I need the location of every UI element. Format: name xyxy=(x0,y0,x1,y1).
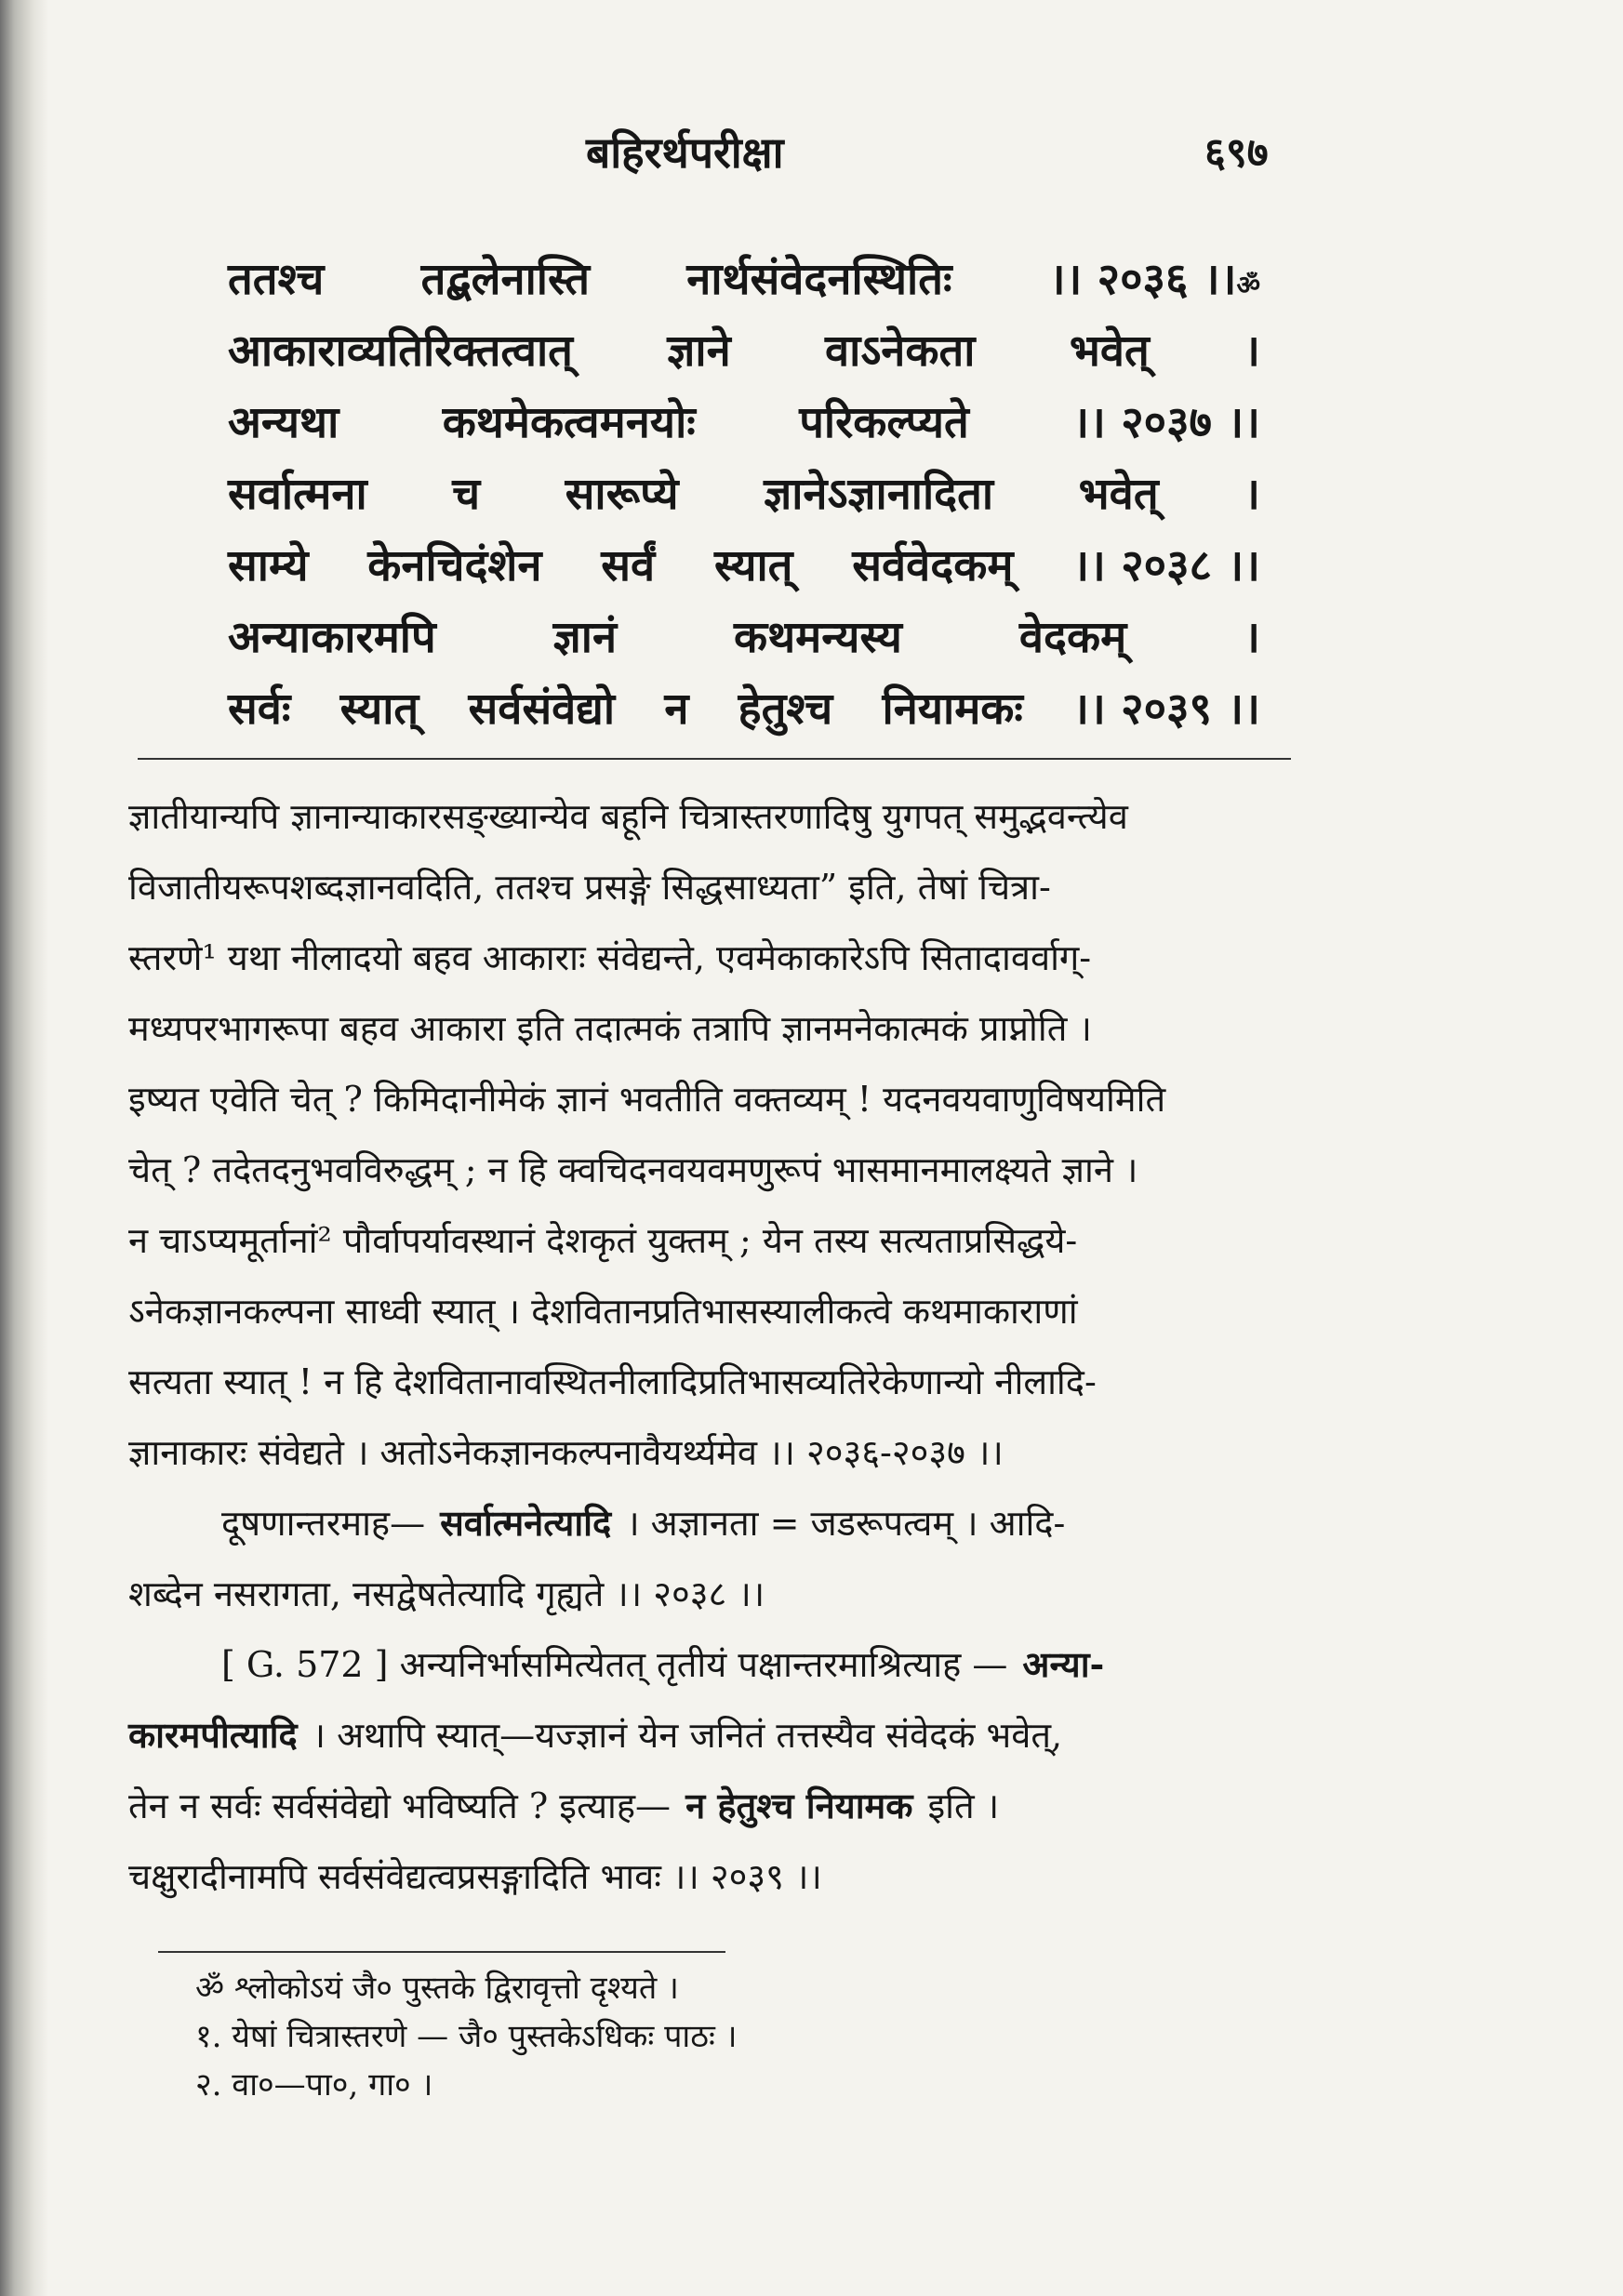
verse-word: साम्ये xyxy=(228,540,309,591)
commentary-line: सत्यता स्यात् ! न हि देशवितानावस्थितनीलादिप्रतिभासव्यतिरेकेणान्यो नीलादि- xyxy=(128,1361,1097,1402)
verse-word: हेतुश्च xyxy=(738,683,833,735)
commentary-line: कारमपीत्यादि । अथापि स्यात्—यज्ज्ञानं येन जनितं तत्तस्यैव संवेदकं भवेत्, xyxy=(128,1700,1286,1771)
verse-word: ज्ञानेऽज्ञानादिता xyxy=(764,469,994,520)
footnote: २. वा०—पा०, गा० । xyxy=(195,2066,433,2104)
verse-word: कथमन्यस्य xyxy=(734,612,902,663)
lemma: न हेतुश्च नियामक xyxy=(685,1785,913,1826)
page-number: ६९७ xyxy=(1204,129,1269,177)
verse-line xyxy=(228,458,1260,530)
book-spine-shadow xyxy=(0,0,48,2296)
verse-word: सर्वं xyxy=(601,540,656,591)
verse-word: ततश्च xyxy=(228,254,325,305)
verse-word: स्यात् xyxy=(713,540,793,591)
verse-number: ।। २०३७ ।। xyxy=(1072,397,1260,448)
footnote-divider xyxy=(158,1951,725,1953)
verse-word: तद्बलेनास्ति xyxy=(420,254,591,305)
verse-word: परिकल्प्यते xyxy=(799,397,969,448)
lemma: अन्या- xyxy=(1022,1643,1105,1685)
verse-word: नियामकः xyxy=(882,683,1023,735)
commentary-line: [ G. 572 ] अन्यनिर्भासमित्येतत् तृतीयं पक्षान्तरमाश्रित्याह — अन्या- xyxy=(128,1629,1286,1700)
commentary-line: ज्ञानाकारः संवेद्यते । अतोऽनेकज्ञानकल्पनावैयर्थ्यमेव ।। २०३६-२०३७ ।। xyxy=(128,1432,1004,1473)
verse-number: ।। २०३६ ।। xyxy=(1048,254,1237,305)
commentary-line: ऽनेकज्ञानकल्पना साध्वी स्यात् । देशवितानप्रतिभासस्यालीकत्वे कथमाकाराणां xyxy=(128,1291,1078,1332)
verse-word: सर्वसंवेद्यो xyxy=(468,683,616,735)
page-header xyxy=(0,123,1623,197)
footnote: ॐ श्लोकोऽयं जै० पुस्तके द्विरावृत्तो दृश्यते । xyxy=(195,1970,679,2007)
verse-danda: । xyxy=(1244,612,1260,663)
verse-word: वेदकम् xyxy=(1018,612,1127,663)
commentary-line: विजातीयरूपशब्दज्ञानवदिति, ततश्च प्रसङ्गे सिद्धसाध्यता” इति, तेषां चित्रा- xyxy=(128,867,1051,908)
verse-line xyxy=(228,387,1260,458)
lemma: सर्वात्मनेत्यादि xyxy=(440,1502,612,1544)
verse-word: सर्वः xyxy=(228,683,291,735)
running-title: बहिरर्थपरीक्षा xyxy=(586,127,784,178)
commentary-block xyxy=(128,781,1286,1912)
commentary-line: मध्यपरभागरूपा बहव आकारा इति तदात्मकं तत्रापि ज्ञानमनेकात्मकं प्राप्नोति । xyxy=(128,1008,1092,1049)
verse-block xyxy=(228,244,1260,745)
verse-word: स्यात् xyxy=(339,683,419,735)
verse-number: ।। २०३८ ।। xyxy=(1072,540,1260,591)
lemma: कारमपीत्यादि xyxy=(128,1714,298,1756)
verse-word: अन्याकारमपि xyxy=(228,612,436,663)
verse-word: आकाराव्यतिरिक्तत्वात् xyxy=(228,325,573,377)
verse-word: ज्ञाने xyxy=(667,325,731,377)
verse-line xyxy=(228,530,1260,602)
commentary-line: न चाऽप्यमूर्तानां² पौर्वापर्यावस्थानं देशकृतं युक्तम् ; येन तस्य सत्यताप्रसिद्धये- xyxy=(128,1220,1078,1261)
verse-word: सारूप्ये xyxy=(565,469,679,520)
verse-line xyxy=(228,315,1260,387)
verse-line xyxy=(228,244,1260,315)
verse-word: नार्थसंवेदनस्थितिः xyxy=(686,254,952,305)
commentary-line: दूषणान्तरमाह— सर्वात्मनेत्यादि । अज्ञानता = जडरूपत्वम् । आदि- xyxy=(128,1488,1286,1559)
commentary-line: इष्यत एवेति चेत् ? किमिदानीमेकं ज्ञानं भवतीति वक्तव्यम् ! यदनवयवाणुविषयमिति xyxy=(128,1079,1166,1120)
commentary-line: स्तरणे¹ यथा नीलादयो बहव आकाराः संवेद्यन्ते, एवमेकाकारेऽपि सितादावर्वाग्- xyxy=(128,937,1092,978)
verse-word: सर्ववेदकम् xyxy=(852,540,1014,591)
verse-word: वाऽनेकता xyxy=(825,325,976,377)
verse-word: भवेत् xyxy=(1069,325,1150,377)
verse-word: ज्ञानं xyxy=(552,612,618,663)
verse-word: न xyxy=(664,683,689,735)
commentary-line: चेत् ? तदेतदनुभवविरुद्धम् ; न हि क्वचिदनवयवमणुरूपं भासमानमालक्ष्यते ज्ञाने । xyxy=(128,1149,1138,1190)
footnote: १. येषां चित्रास्तरणे — जै० पुस्तकेऽधिकः पाठः । xyxy=(195,2018,738,2055)
verse-word: भवेत् xyxy=(1078,469,1159,520)
verse-danda: । xyxy=(1244,325,1260,377)
footnote-mark: ॐ xyxy=(1236,270,1260,300)
verse-number: ।। २०३९ ।। xyxy=(1072,683,1260,735)
commentary-line: चक्षुरादीनामपि सर्वसंवेद्यत्वप्रसङ्गादिति भावः ।। २०३९ ।। xyxy=(128,1856,822,1897)
verse-word: अन्यथा xyxy=(228,397,339,448)
verse-commentary-divider xyxy=(138,758,1291,760)
verse-danda: । xyxy=(1244,469,1260,520)
footnotes-block xyxy=(195,1964,738,2109)
verse-word: च xyxy=(452,469,481,520)
commentary-line: ज्ञातीयान्यपि ज्ञानान्याकारसङ्ख्यान्येव बहूनि चित्रास्तरणादिषु युगपत् समुद्भवन्त्येव xyxy=(128,796,1128,837)
verse-line xyxy=(228,602,1260,673)
commentary-line: तेन न सर्वः सर्वसंवेद्यो भविष्यति ? इत्याह— न हेतुश्च नियामक इति । xyxy=(128,1771,1286,1841)
verse-word: केनचिदंशेन xyxy=(367,540,542,591)
commentary-line: शब्देन नसरागता, नसद्वेषतेत्यादि गृह्यते ।। २०३८ ।। xyxy=(128,1573,765,1614)
verse-word: कथमेकत्वमनयोः xyxy=(442,397,696,448)
verse-line xyxy=(228,673,1260,745)
verse-word: सर्वात्मना xyxy=(228,469,367,520)
